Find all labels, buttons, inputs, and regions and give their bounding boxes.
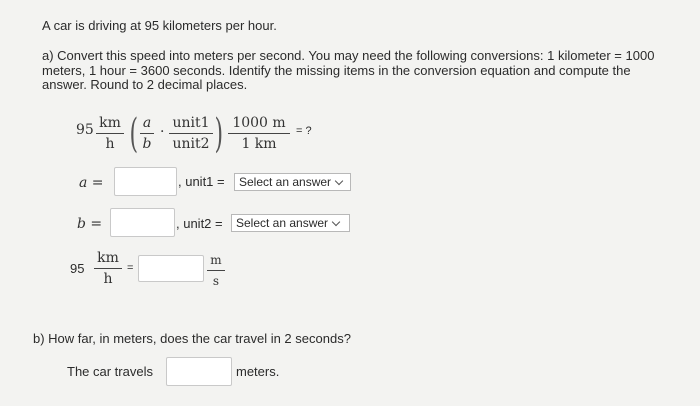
equation-speed-unit-num: km [99,115,121,131]
equation-unit1: unit1 [172,115,210,131]
a-input[interactable] [114,167,177,196]
part-a-line1: a) Convert this speed into meters per second. You may need the following conversions: 1 kilometer = 1000 [42,48,655,63]
unit2-select[interactable] [231,214,350,232]
b-label-text: b = [77,216,103,232]
part-b-suffix: meters. [236,364,280,379]
unit1-select[interactable] [234,173,351,191]
equation-unit2: unit2 [172,136,210,152]
part-a-line3: answer. Round to 2 decimal places. [42,77,248,92]
equation-conv-num: 1000 m [232,115,286,131]
part-a-line2: meters, 1 hour = 3600 seconds. Identify the missing items in the conversion equation and compute the [42,63,631,78]
equation-result: = ? [296,125,312,137]
a-label-text: a = [79,175,104,191]
equation-var-b: b [142,136,152,152]
equation-speed-unit [96,115,124,152]
equation-speed-unit-den: h [105,136,115,152]
chevron-down-icon [332,218,340,226]
right-paren: ) [214,111,224,157]
equation-ab-fraction [140,115,154,152]
answer-speed-unit-den: h [103,271,113,287]
unit1-label: , unit1 = [178,174,225,189]
answer-result-unit-den: s [212,274,220,288]
left-paren: ( [129,111,139,157]
answer-equals: = [127,262,134,274]
answer-result-unit-num: m [210,253,222,267]
equation-coefficient: 95 [76,122,94,138]
chevron-down-icon [335,177,343,185]
answer-input[interactable] [138,255,204,282]
part-b-question: b) How far, in meters, does the car travel in 2 seconds? [33,331,351,346]
equation-var-a: a [142,115,152,131]
b-label [77,216,102,232]
question-intro: A car is driving at 95 kilometers per hour. [42,18,277,33]
distance-input[interactable] [166,357,232,386]
answer-speed-unit-num: km [97,250,119,266]
equation-unit-fraction [169,115,213,152]
unit1-select-text: Select an answer [239,175,332,189]
unit2-select-text: Select an answer [236,216,329,230]
answer-result-unit [207,252,225,289]
answer-coefficient: 95 [70,261,85,276]
a-label [79,175,104,191]
part-b-prefix: The car travels [67,364,153,379]
b-input[interactable] [110,208,175,237]
equation-dot: · [160,124,165,140]
equation-conv-den: 1 km [241,136,277,152]
answer-speed-unit [94,250,122,287]
equation-conversion-fraction [228,115,290,152]
unit2-label: , unit2 = [176,216,223,231]
